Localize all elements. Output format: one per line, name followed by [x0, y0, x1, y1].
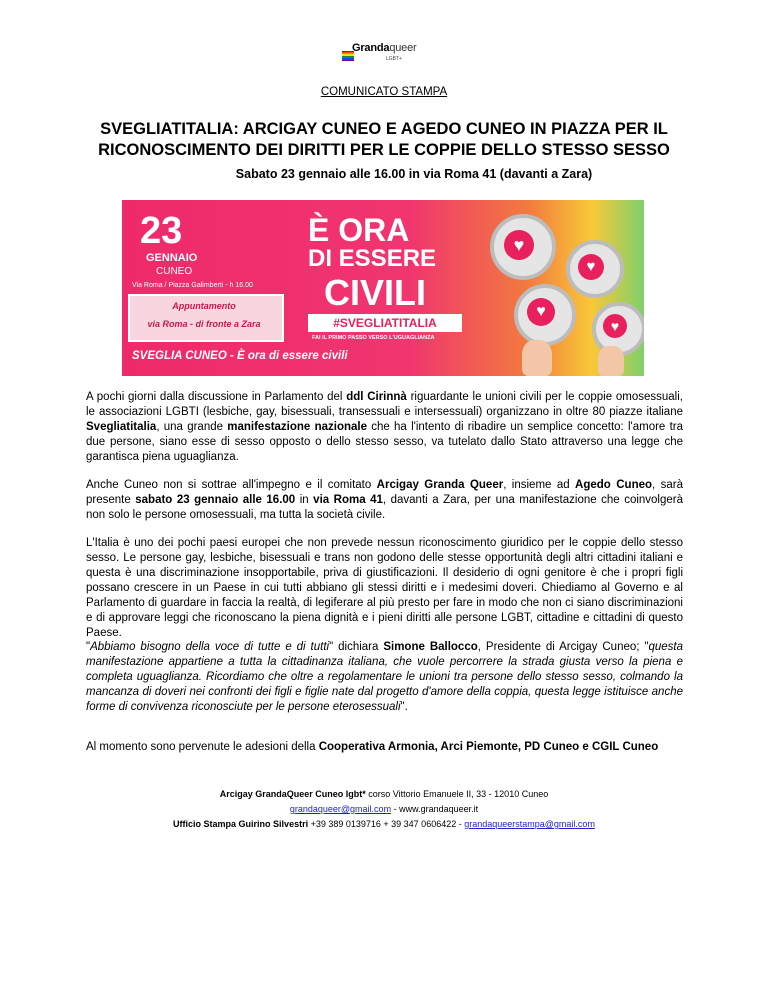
p4-text-1: " dichiara	[329, 641, 384, 653]
footer-email-link[interactable]: grandaqueer@gmail.com	[289, 804, 392, 814]
p2-text-1: Anche Cuneo non si sottrae all'impegno e il comitato	[86, 479, 377, 491]
logo-brand-light: queer	[389, 42, 417, 54]
title-line-2: RICONOSCIMENTO DEI DIRITTI PER LE COPPIE DELLO STESSO SESSO	[98, 141, 670, 159]
heart-icon-4: ♥	[603, 314, 627, 338]
paragraph-2	[86, 478, 683, 523]
p2-text-3: , sarà presente	[86, 479, 683, 506]
logo-subtitle: LGBT+	[386, 56, 402, 62]
footer-org: Arcigay GrandaQueer Cuneo lgbt*	[219, 789, 366, 799]
document-label: COMUNICATO STAMPA	[320, 86, 448, 98]
heart-icon-3: ♥	[527, 298, 555, 326]
p1-text-3: , una grande	[156, 421, 228, 433]
banner-date: 23	[140, 210, 183, 252]
p5-text-1: Al momento sono pervenute le adesioni della	[86, 741, 319, 753]
footer-address: corso Vittorio Emanuele II, 33 - 12010 Cuneo	[365, 789, 549, 799]
raised-hand-icon	[522, 340, 552, 376]
banner-tagline: FAI IL PRIMO PASSO VERSO L'UGUAGLIANZA	[312, 335, 435, 341]
footer-line-3	[0, 817, 768, 832]
p2-text-4: in	[295, 494, 314, 506]
p1-text-1: A pochi giorni dalla discussione in Parlamento del	[86, 391, 347, 403]
footer-press-email-link[interactable]: grandaqueerstampa@gmail.com	[464, 819, 595, 829]
p2-bold-date: sabato 23 gennaio alle 16.00	[135, 494, 296, 506]
grandaqueer-logo	[342, 42, 426, 66]
banner-hashtag: #SVEGLIATITALIA	[333, 316, 437, 330]
event-banner	[122, 200, 644, 376]
p5-bold-adesioni: Cooperativa Armonia, Arci Piemonte, PD Cuneo e CGIL Cuneo	[318, 741, 659, 753]
banner-bottom-line: SVEGLIA CUNEO - È ora di essere civili	[132, 350, 348, 362]
footer-line-1	[0, 787, 768, 802]
p1-bold-ddl: ddl Cirinnà	[346, 391, 407, 403]
banner-headline-1: È ORA	[308, 212, 410, 248]
paragraph-3: L'Italia è uno dei pochi paesi europei che non prevede nessun riconoscimento giuridico per le coppie dello stesso sesso. Le persone gay, lesbiche, bisessuali e trans non godono delle stesse opportunità degli altri cittadini italiani e questa è una discriminazione insopportabile, priva di giustificazioni. Il desiderio di ogni genitore è che i propri figli possano crescere in un Paese in cui tutti abbiano gli stessi diritti e i medesimi doveri. Chiediamo al Governo e al Parlamento di guardare in faccia la realtà, di legiferare al più presto per fare in modo che non ci siano discriminazioni e di approvare leggi che riconoscano la piena dignità e i pieni diritti alle persone LGBT, cittadine e cittadini di questo Paese.	[86, 537, 683, 639]
appointment-location: via Roma - di fronte a Zara	[147, 319, 261, 329]
p2-bold-agedo: Agedo Cuneo	[575, 479, 653, 491]
heart-icon-2: ♥	[578, 254, 604, 280]
footer-phones: +39 389 0139716 + 39 347 0606422 -	[308, 819, 465, 829]
page-title	[0, 119, 768, 161]
p4-quote-open: "	[86, 641, 91, 653]
banner-month: GENNAIO	[146, 252, 198, 264]
footer-press-label: Ufficio Stampa Guirino Silvestri	[173, 819, 309, 829]
p1-text-4: che ha l'intento di ribadire un semplice concetto: l'amore tra due persone, siano esse di sesso opposto o dello stesso sesso, va tutelato dallo Stato attraverso una legge che garantisca piena uguaglianza.	[86, 421, 683, 463]
paragraph-1	[86, 390, 683, 465]
heart-icon: ♥	[504, 230, 534, 260]
p1-bold-svegliatitalia: Svegliatitalia	[86, 421, 157, 433]
logo-brand-bold: Granda	[352, 42, 390, 54]
p1-text-2: riguardante le unioni civili per le coppie omosessuali, le associazioni LGBTI (lesbiche, gay, bisessuali, transessuali e intersessuali) organizzano in oltre 80 piazze italiane	[86, 391, 683, 418]
p4-bold-name: Simone Ballocco	[383, 641, 478, 653]
p2-text-2: , insieme ad	[503, 479, 576, 491]
banner-headline-2: DI ESSERE	[308, 245, 437, 272]
p4-text-3: ".	[400, 701, 408, 713]
event-subtitle: Sabato 23 gennaio alle 16.00 in via Roma 41 (davanti a Zara)	[235, 167, 593, 181]
banner-place: Via Roma / Piazza Galimberti - h 16.00	[132, 282, 253, 289]
p2-bold-address: via Roma 41	[313, 494, 383, 506]
p1-bold-manifestazione: manifestazione nazionale	[227, 421, 367, 433]
title-line-1: SVEGLIATITALIA: ARCIGAY CUNEO E AGEDO CUNEO IN PIAZZA PER IL	[100, 120, 668, 138]
paragraph-5	[86, 740, 683, 755]
p4-italic-1: Abbiamo bisogno della voce di tutte e di tutti	[90, 641, 330, 653]
logo-wordmark	[352, 42, 416, 54]
paragraph-4-quote	[86, 640, 683, 715]
raised-hand-icon-2	[598, 346, 624, 376]
p4-text-2: , Presidente di Arcigay Cuneo; "	[477, 641, 649, 653]
appointment-label: Appuntamento	[172, 301, 236, 311]
footer-line-2	[0, 802, 768, 817]
p4-italic-2: questa manifestazione appartiene a tutta la cittadinanza italiana, che vuole percorrere la strada giusta verso la piena e completa uguaglianza. Ricordiamo che oltre a regolamentare le unioni tra persone dello stesso sesso, colmando la mancanza di doveri nei confronti dei figli e figlie nate dal progetto d'amore della coppia, questa legge istituisce anche forme di convivenza riconosciute per le persone eterosessuali	[86, 641, 684, 713]
p2-text-5: , davanti a Zara, per una manifestazione che coinvolgerà non solo le persone omosessuali, ma tutta la società civile.	[86, 494, 684, 521]
banner-headline-3: CIVILI	[324, 272, 427, 313]
footer-website: - www.grandaqueer.it	[391, 804, 479, 814]
footer	[0, 787, 768, 832]
p2-bold-arcigay: Arcigay Granda Queer	[376, 479, 504, 491]
banner-city: CUNEO	[156, 266, 193, 277]
